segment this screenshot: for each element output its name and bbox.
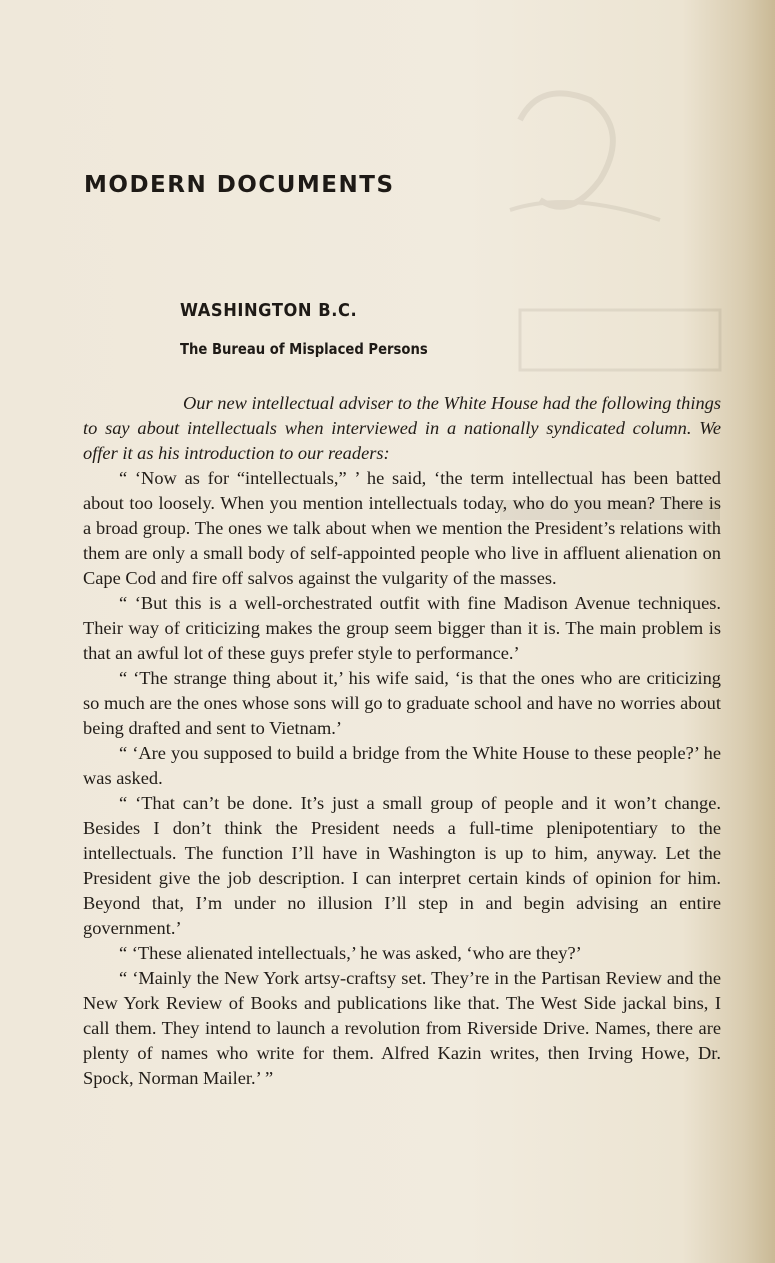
body-paragraph: “ ‘Now as for “intellectuals,” ’ he said, ‘the term intellectual has been batted about too loosely. When you mention intellectuals today, who do you mean? There is a broad group. The ones we talk about when we mention the President’s relations with them are only a small body of self-appointed people who live in affluent alienation on Cape Cod and fire off salvos against the vulgarity of the masses. <box>83 468 721 588</box>
intro-paragraph: Our new intellectual adviser to the White House had the following things to say about intellectuals when interviewed in a nationally syndicated column. We offer it as his introduction to our readers: <box>83 393 721 463</box>
body-paragraph: “ ‘That can’t be done. It’s just a small group of people and it won’t change. Besides I don’t think the President needs a full-time plenipotentiary to the intellectuals. The function I’ll have in Washington is up to him, anyway. Let the President give the job description. I can interpret certain kinds of opinion for him. Beyond that, I’m under no illusion I’ll step in and begin advising an entire government.’ <box>83 793 721 938</box>
body-paragraph: “ ‘Mainly the New York artsy-craftsy set. They’re in the Partisan Review and the New York Review of Books and publications like that. The West Side jackal bins, I call them. They intend to launch a revolution from Riverside Drive. Names, there are plenty of names who write for them. Alfred Kazin writes, then Irving Howe, Dr. Spock, Norman Mailer.’ ” <box>83 968 721 1088</box>
body-paragraph: “ ‘These alienated intellectuals,’ he was asked, ‘who are they?’ <box>119 943 582 963</box>
body-paragraph: “ ‘The strange thing about it,’ his wife said, ‘is that the ones who are criticizing so much are the ones whose sons will go to graduate school and have no worries about being drafted and sent to Vietnam.’ <box>83 668 721 738</box>
article-subtitle: The Bureau of Misplaced Persons <box>180 340 428 358</box>
article-body <box>83 391 721 1091</box>
article-title: WASHINGTON B.C. <box>180 301 358 321</box>
section-heading: MODERN DOCUMENTS <box>84 172 395 198</box>
body-paragraph: “ ‘Are you supposed to build a bridge from the White House to these people?’ he was asked. <box>83 743 721 788</box>
body-paragraph: “ ‘But this is a well-orchestrated outfit with fine Madison Avenue techniques. Their way of criticizing makes the group seem bigger than it is. The main problem is that an awful lot of these guys prefer style to performance.’ <box>83 593 721 663</box>
